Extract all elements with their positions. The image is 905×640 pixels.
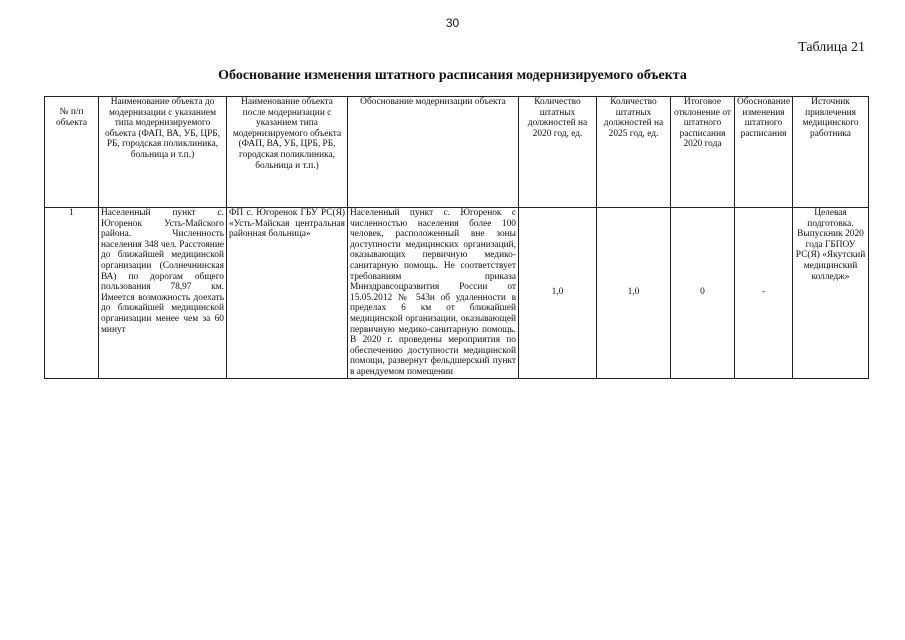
cell-staff-2020: 1,0 [519,208,597,379]
staffing-table [44,96,869,379]
header-deviation: Итоговое отклонение от штатного расписания 2020 года [671,97,735,208]
cell-justification: Населенный пункт с. Югоренок с численностью населения более 100 человек, расположенный вне зоны доступности медицинских организаций, оказывающих первичную медико-санитарную помощь. Не соответствует требованиям приказа Минздравсоцразвития России от 15.05.2012 № 543н об удаленности в пределах 6 км от ближайшей медицинской организации, оказывающей первичную медико-санитарную помощь. В 2020 г. проведены мероприятия по обеспечению доступности медицинской помощи, развернут фельдшерский пункт в арендуемом помещении [348,208,519,379]
cell-change-reason: - [735,208,793,379]
document-title: Обоснование изменения штатного расписания модернизируемого объекта [218,68,687,83]
cell-object-before: Населенный пункт с. Югоренок Усть-Майского района. Численность населения 348 чел. Расстояние до ближайшей медицинской организации (Солнечнинская ВА) по дорогам общего пользования 78,97 км. Имеется возможность доехать до ближайшей медицинской организации менее чем за 60 минут [99,208,227,379]
header-object-after: Наименование объекта после модернизации с указанием типа модернизируемого объекта (ФАП, ВА, УБ, ЦРБ, РБ, городская поликлиника, больница и т.п.) [227,97,348,208]
table-row [45,208,869,379]
cell-staff-2025: 1,0 [597,208,671,379]
cell-source: Целевая подготовка. Выпускник 2020 года ГБПОУ РС(Я) «Якутский медицинский колледж» [793,208,869,379]
header-source: Источник привлечения медицинского работника [793,97,869,208]
cell-deviation: 0 [671,208,735,379]
header-staff-2020: Количество штатных должностей на 2020 год, ед. [519,97,597,208]
cell-object-after: ФП с. Югоренок ГБУ РС(Я) «Усть-Майская центральная районная больница» [227,208,348,379]
header-number: № п/п объекта [45,97,99,208]
table-header-row [45,97,869,208]
header-justification: Обоснование модернизации объекта [348,97,519,208]
page-number: 30 [445,16,460,30]
header-change-reason: Обоснование изменения штатного расписания [735,97,793,208]
header-staff-2025: Количество штатных должностей на 2025 год, ед. [597,97,671,208]
cell-number: 1 [45,208,99,379]
header-object-before: Наименование объекта до модернизации с указанием типа модернизируемого объекта (ФАП, ВА, УБ, ЦРБ, РБ, городская поликлиника, больница и т.п.) [99,97,227,208]
table-label: Таблица 21 [798,40,865,55]
